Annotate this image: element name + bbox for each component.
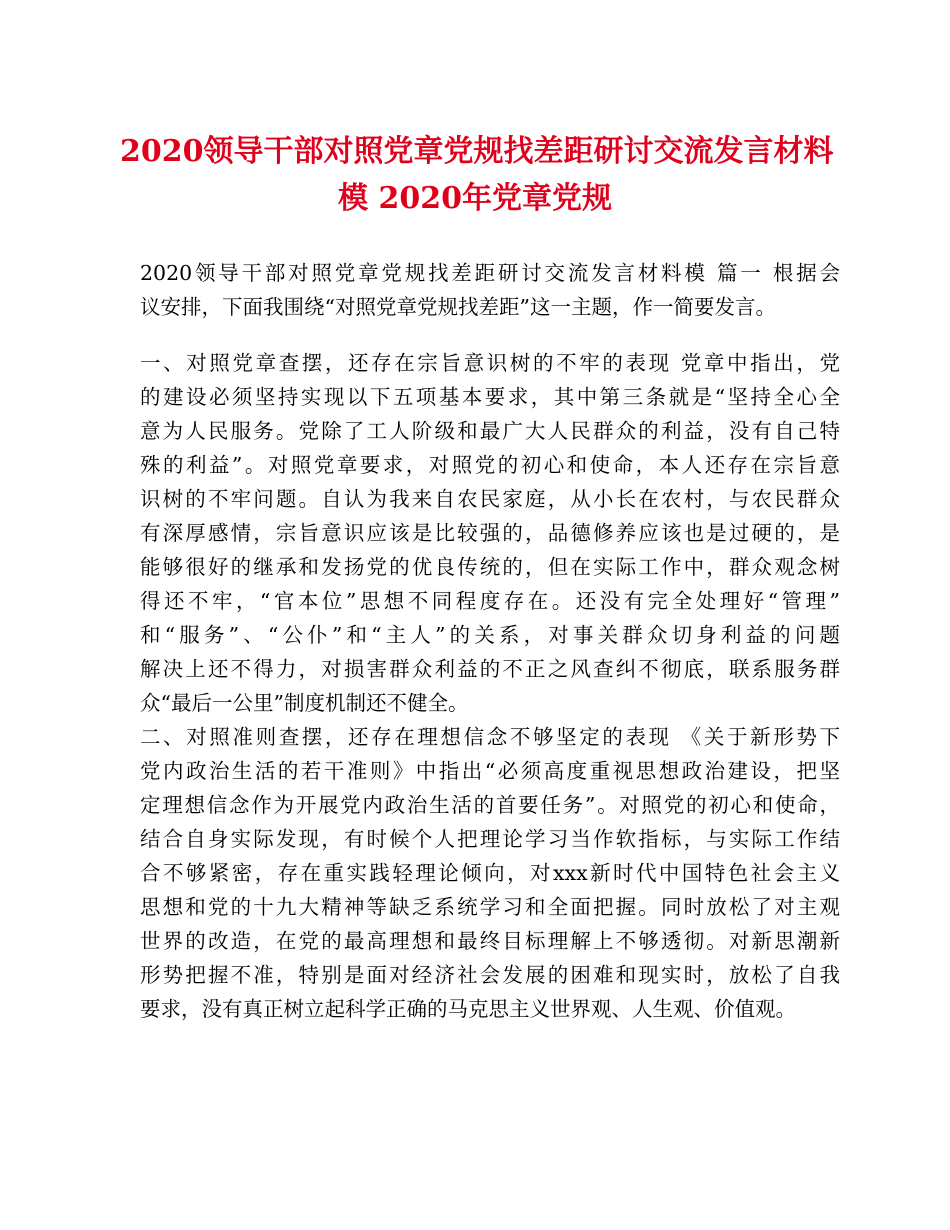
section-1-line: 能够很好的继承和发扬党的优良传统的，但在实际工作中，群众观念树 [140, 555, 840, 579]
section-2-line: 世界的改造，在党的最高理想和最终目标理解上不够透彻。对新思潮新 [140, 929, 840, 953]
section-1-line: 殊的利益”。对照党章要求，对照党的初心和使命，本人还存在宗旨意 [140, 453, 840, 477]
section-1-line: 识树的不牢问题。自认为我来自农民家庭，从小长在农村，与农民群众 [140, 487, 840, 511]
section-2-line: 形势把握不准，特别是面对经济社会发展的困难和现实时，放松了自我 [140, 963, 840, 987]
section-2-line: 结合自身实际发现，有时候个人把理论学习当作软指标，与实际工作结 [140, 827, 840, 851]
section-1-line: 有深厚感情，宗旨意识应该是比较强的，品德修养应该也是过硬的，是 [140, 521, 840, 545]
section-2-line: 党内政治生活的若干准则》中指出“必须高度重视思想政治建设，把坚 [140, 759, 840, 783]
section-2-paragraph [140, 720, 840, 1026]
section-2-line: 二、对照准则查摆，还存在理想信念不够坚定的表现 《关于新形势下 [140, 725, 840, 749]
section-1-line: 一、对照党章查摆，还存在宗旨意识树的不牢的表现 党章中指出，党 [140, 351, 840, 375]
document-title-line-1: 2020领导干部对照党章党规找差距研讨交流发言材料 [120, 134, 834, 169]
section-1-line: 得还不牢，“官本位”思想不同程度存在。还没有完全处理好“管理” [140, 589, 840, 613]
section-1-line: 众“最后一公里”制度机制还不健全。 [140, 691, 469, 715]
document-body [140, 256, 840, 1026]
document-title-line-2: 模 2020年党章党规 [338, 181, 612, 216]
intro-line: 议安排，下面我围绕“对照党章党规找差距”这一主题，作一简要发言。 [140, 295, 776, 319]
intro-paragraph [140, 256, 840, 324]
section-1-line: 和“服务”、“公仆”和“主人”的关系，对事关群众切身利益的问题 [140, 623, 840, 647]
section-2-line: 合不够紧密，存在重实践轻理论倾向，对xxx新时代中国特色社会主义 [140, 861, 840, 885]
section-2-line: 思想和党的十九大精神等缺乏系统学习和全面把握。同时放松了对主观 [140, 895, 840, 919]
intro-line: 2020领导干部对照党章党规找差距研讨交流发言材料模 篇一 根据会 [140, 261, 840, 285]
section-1-line: 的建设必须坚持实现以下五项基本要求，其中第三条就是“坚持全心全 [140, 385, 840, 409]
section-1-paragraph [140, 346, 840, 720]
section-1-line: 意为人民服务。党除了工人阶级和最广大人民群众的利益，没有自己特 [140, 419, 840, 443]
paragraph-gap [140, 324, 840, 346]
section-1-line: 解决上还不得力，对损害群众利益的不正之风查纠不彻底，联系服务群 [140, 657, 840, 681]
section-2-line: 要求，没有真正树立起科学正确的马克思主义世界观、人生观、价值观。 [140, 997, 796, 1021]
section-2-line: 定理想信念作为开展党内政治生活的首要任务”。对照党的初心和使命， [140, 793, 840, 817]
